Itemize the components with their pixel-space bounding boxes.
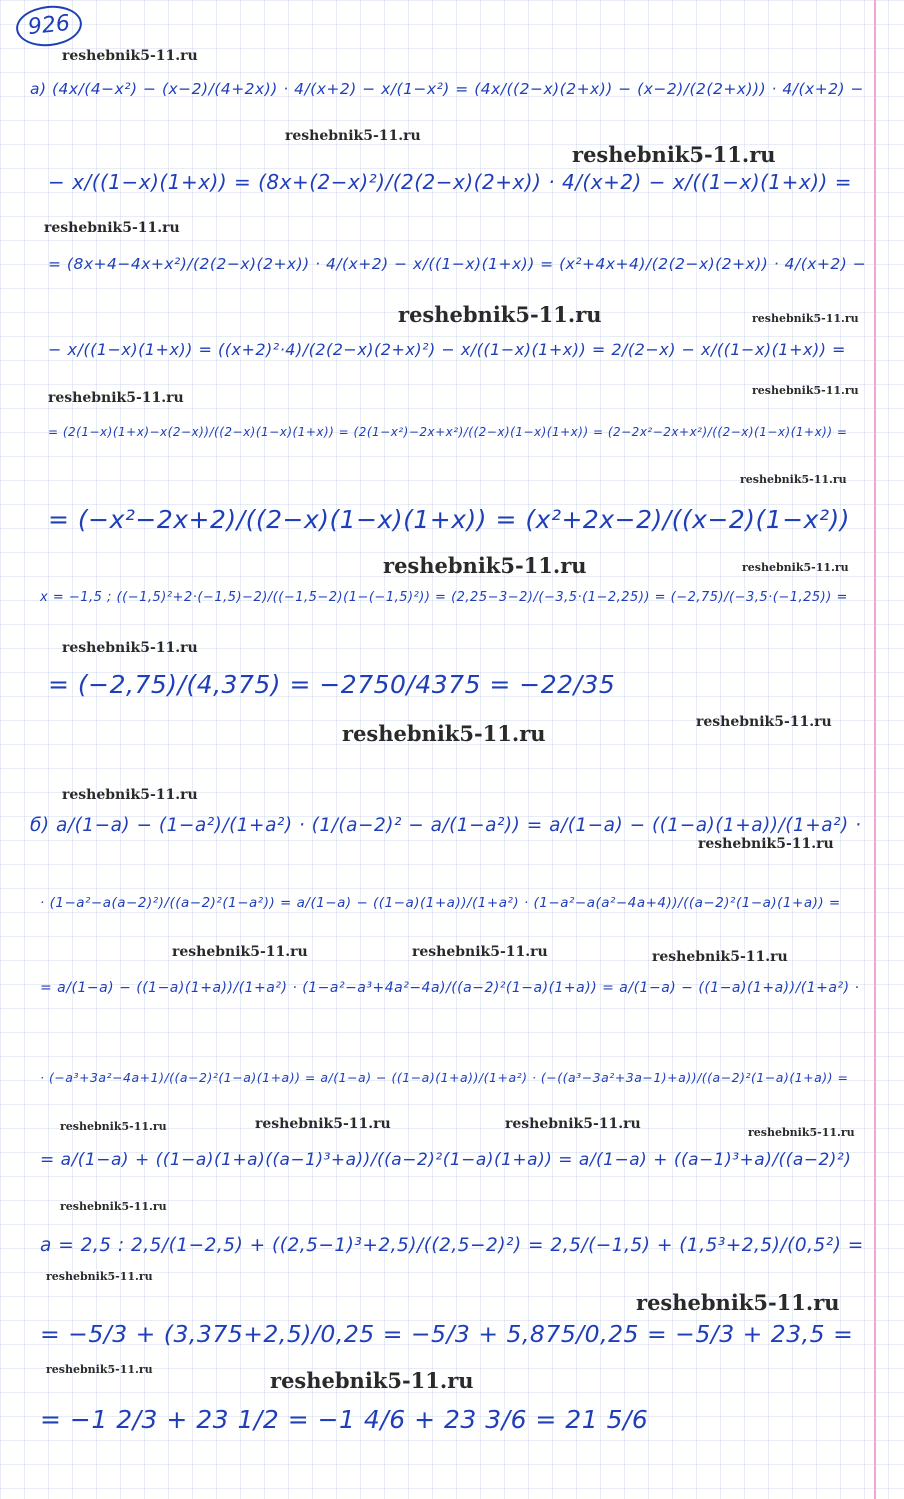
watermark: reshebnik5-11.ru — [696, 714, 832, 730]
watermark: reshebnik5-11.ru — [398, 302, 602, 327]
watermark: reshebnik5-11.ru — [285, 128, 421, 144]
watermark: reshebnik5-11.ru — [62, 787, 198, 803]
part-b-line-8: = −1 2/3 + 23 1/2 = −1 4/6 + 23 3/6 = 21 5/6 — [40, 1405, 649, 1434]
watermark: reshebnik5-11.ru — [270, 1368, 474, 1393]
watermark: reshebnik5-11.ru — [740, 473, 847, 486]
watermark: reshebnik5-11.ru — [748, 1126, 855, 1139]
part-b-line-4: · (−a³+3a²−4a+1)/((a−2)²(1−a)(1+a)) = a/(1−a) − ((1−a)(1+a))/(1+a²) · (−((a³−3a²+3a−1)+a))/((a−2)²(1−a)(1+a)) = — [40, 1070, 849, 1085]
watermark: reshebnik5-11.ru — [383, 553, 587, 578]
watermark: reshebnik5-11.ru — [255, 1116, 391, 1132]
part-a-line-4: − x/((1−x)(1+x)) = ((x+2)²·4)/(2(2−x)(2+x)²) − x/((1−x)(1+x)) = 2/(2−x) − x/((1−x)(1+x)) = — [48, 340, 846, 359]
part-a-line-8: = (−2,75)/(4,375) = −2750/4375 = −22/35 — [48, 670, 616, 699]
watermark: reshebnik5-11.ru — [652, 949, 788, 965]
watermark: reshebnik5-11.ru — [48, 390, 184, 406]
part-b-line-2: · (1−a²−a(a−2)²)/((a−2)²(1−a²)) = a/(1−a) − ((1−a)(1+a))/(1+a²) · (1−a²−a(a²−4a+4))/((a−2)²(1−a)(1+a)) = — [40, 895, 841, 911]
watermark: reshebnik5-11.ru — [698, 836, 834, 852]
part-b-line-1: б) a/(1−a) − (1−a²)/(1+a²) · (1/(a−2)² − a/(1−a²)) = a/(1−a) − ((1−a)(1+a))/(1+a²) · — [30, 815, 862, 836]
watermark: reshebnik5-11.ru — [342, 721, 546, 746]
part-b-line-6: a = 2,5 : 2,5/(1−2,5) + ((2,5−1)³+2,5)/((2,5−2)²) = 2,5/(−1,5) + (1,5³+2,5)/(0,5²) = — [40, 1235, 864, 1256]
watermark: reshebnik5-11.ru — [44, 220, 180, 236]
watermark: reshebnik5-11.ru — [412, 944, 548, 960]
watermark: reshebnik5-11.ru — [752, 384, 859, 397]
watermark: reshebnik5-11.ru — [60, 1120, 167, 1133]
notebook-margin-line — [874, 0, 876, 1499]
watermark: reshebnik5-11.ru — [46, 1363, 153, 1376]
watermark: reshebnik5-11.ru — [505, 1116, 641, 1132]
part-a-line-5: = (2(1−x)(1+x)−x(2−x))/((2−x)(1−x)(1+x)) = (2(1−x²)−2x+x²)/((2−x)(1−x)(1+x)) = (2−2x²−2x+x²)/((2−x)(1−x)(1+x)) = — [48, 425, 848, 439]
watermark: reshebnik5-11.ru — [172, 944, 308, 960]
part-a-line-6: = (−x²−2x+2)/((2−x)(1−x)(1+x)) = (x²+2x−2)/((x−2)(1−x²)) — [48, 505, 850, 534]
watermark: reshebnik5-11.ru — [60, 1200, 167, 1213]
part-a-line-3: = (8x+4−4x+x²)/(2(2−x)(2+x)) · 4/(x+2) − x/((1−x)(1+x)) = (x²+4x+4)/(2(2−x)(2+x)) · 4/(x+2) − — [48, 255, 867, 273]
watermark: reshebnik5-11.ru — [572, 142, 776, 167]
part-b-line-5: = a/(1−a) + ((1−a)(1+a)((a−1)³+a))/((a−2)²(1−a)(1+a)) = a/(1−a) + ((a−1)³+a)/((a−2)²) — [40, 1150, 852, 1170]
part-b-line-7: = −5/3 + (3,375+2,5)/0,25 = −5/3 + 5,875/0,25 = −5/3 + 23,5 = — [40, 1320, 854, 1348]
watermark: reshebnik5-11.ru — [62, 48, 198, 64]
part-b-line-3: = a/(1−a) − ((1−a)(1+a))/(1+a²) · (1−a²−a³+4a²−4a)/((a−2)²(1−a)(1+a)) = a/(1−a) − ((1−a)(1+a))/(1+a²) · — [40, 980, 860, 996]
part-a-line-7: x = −1,5 ; ((−1,5)²+2·(−1,5)−2)/((−1,5−2)(1−(−1,5)²)) = (2,25−3−2)/(−3,5·(1−2,25)) = (−2,75)/(−3,5·(−1,25)) = — [40, 590, 848, 605]
watermark: reshebnik5-11.ru — [752, 312, 859, 325]
watermark: reshebnik5-11.ru — [62, 640, 198, 656]
watermark: reshebnik5-11.ru — [636, 1290, 840, 1315]
problem-number: 926 — [14, 3, 84, 50]
watermark: reshebnik5-11.ru — [742, 561, 849, 574]
part-a-line-2: − x/((1−x)(1+x)) = (8x+(2−x)²)/(2(2−x)(2+x)) · 4/(x+2) − x/((1−x)(1+x)) = — [48, 170, 852, 194]
part-a-line-1: а) (4x/(4−x²) − (x−2)/(4+2x)) · 4/(x+2) − x/(1−x²) = (4x/((2−x)(2+x)) − (x−2)/(2(2+x))) · 4/(x+2) − — [30, 80, 865, 98]
watermark: reshebnik5-11.ru — [46, 1270, 153, 1283]
